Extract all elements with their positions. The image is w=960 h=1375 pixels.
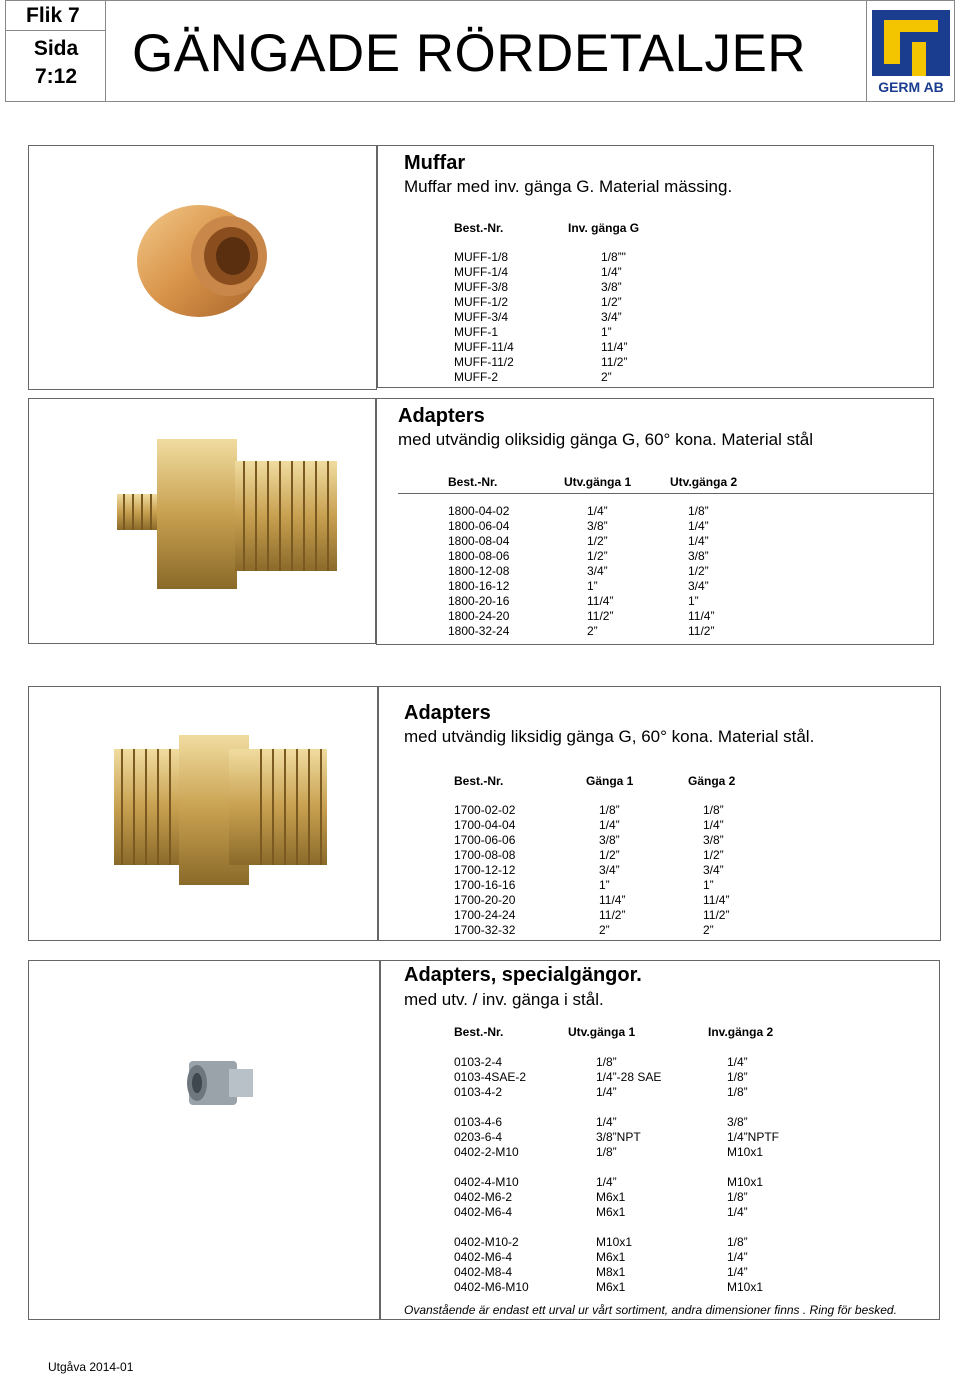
table-cell-bestnr: 1800-06-04 [448,519,510,533]
adapter-oliksidig-col-g2: Utv.gänga 2 [670,475,738,489]
table-cell-size: 3/8” [601,280,622,294]
table-cell-size: 1/4” [727,1250,748,1264]
table-cell-size: 11/2” [587,609,614,623]
table-cell-bestnr: MUFF-1 [454,325,498,339]
table-cell-size: 1” [599,878,610,892]
table-cell-size: 3/8” [688,549,709,563]
table-cell-size: 1/4”NPTF [727,1130,780,1144]
muff-title: Muffar [404,152,466,174]
table-cell-bestnr: 1700-06-06 [454,833,516,847]
adapter-special-desc: med utv. / inv. gänga i stål. [404,990,604,1009]
adapter-special-image [29,961,379,1319]
table-cell-bestnr: 1800-12-08 [448,564,510,578]
table-cell-bestnr: MUFF-1/8 [454,250,508,264]
table-cell-size: 3/8” [703,833,724,847]
adapter-oliksidig-divider [398,493,934,494]
table-cell-size: 1” [587,579,598,593]
table-cell-size: M6x1 [596,1205,626,1219]
table-cell-size: 1/4” [601,265,622,279]
table-cell-size: 3/4” [703,863,724,877]
table-cell-bestnr: 1700-02-02 [454,803,516,817]
table-cell-size: 2” [601,370,612,384]
table-cell-bestnr: MUFF-11/2 [454,355,514,369]
table-cell-bestnr: 0402-M6-M10 [454,1280,529,1294]
muff-sizes [601,250,627,385]
sida-label: Sida [33,37,79,60]
table-cell-size: 3/8” [599,833,620,847]
germ-logo [870,8,952,101]
muff-image [29,146,376,389]
table-cell-bestnr: 0402-M6-4 [454,1250,513,1264]
table-cell-bestnr: 1800-32-24 [448,624,510,638]
adapter-oliksidig-codes [448,504,509,639]
table-cell-size: 1/4” [596,1085,617,1099]
table-cell-bestnr: MUFF-3/4 [454,310,508,324]
adapter-special-col-g2: Inv.gänga 2 [708,1025,774,1039]
table-cell-size: 1/8” [727,1190,748,1204]
adapter-liksidig-g2 [703,803,729,938]
adapter-oliksidig-g2 [688,504,714,639]
flik-label: Flik 7 [6,1,106,31]
table-cell-bestnr: 1700-12-12 [454,863,516,877]
adapter-liksidig-desc: med utvändig liksidig gänga G, 60° kona. Material stål. [404,727,815,746]
table-cell-size: 1/2” [587,534,608,548]
muff-codes [454,250,514,385]
table-cell-bestnr: 0203-6-4 [454,1130,503,1144]
adapter-special-g2 [727,1055,779,1295]
adapter-oliksidig-g1 [587,504,613,639]
table-cell-bestnr: 1800-16-12 [448,579,510,593]
table-cell-bestnr: 1800-24-20 [448,609,510,623]
table-cell-bestnr: 1700-16-16 [454,878,516,892]
table-cell-size: M10x1 [727,1145,764,1159]
table-cell-size: 3/8” [727,1115,748,1129]
table-cell-size: 11/4” [601,340,628,354]
table-cell-size: 1/4” [599,818,620,832]
table-cell-size: 1/4” [587,504,608,518]
adapter-liksidig-col-bestnr: Best.-Nr. [454,774,504,788]
table-cell-bestnr: 0103-4-6 [454,1115,503,1129]
muff-image-box [28,145,377,390]
adapter-oliksidig-col-g1: Utv.gänga 1 [564,475,632,489]
table-cell-size: 2” [587,624,598,638]
table-cell-size: 1/4” [596,1175,617,1189]
table-cell-bestnr: 1700-20-20 [454,893,516,907]
table-cell-size: 1/8” [688,504,709,518]
table-cell-bestnr: 1700-08-08 [454,848,516,862]
table-cell-size: 1/8”" [601,250,626,264]
adapter-oliksidig-col-bestnr: Best.-Nr. [448,475,498,489]
table-cell-size: 3/8” [587,519,608,533]
table-cell-size: 1/4” [688,534,709,548]
table-cell-size: 1/8” [727,1070,748,1084]
table-cell-bestnr: 1800-04-02 [448,504,510,518]
adapter-special-col-bestnr: Best.-Nr. [454,1025,504,1039]
adapter-special-col-g1: Utv.gänga 1 [568,1025,636,1039]
table-cell-size: 1” [601,325,612,339]
footnote: Ovanstående är endast ett urval ur vårt sortiment, andra dimensioner finns . Ring för besked. [404,1303,897,1317]
adapter-oliksidig-image-box [28,398,376,644]
table-cell-bestnr: 0402-2-M10 [454,1145,519,1159]
tab-index-box [6,1,106,101]
table-cell-bestnr: 0402-M10-2 [454,1235,519,1249]
table-cell-size: 3/4” [688,579,709,593]
table-cell-size: 1” [703,878,714,892]
table-cell-bestnr: 1700-04-04 [454,818,516,832]
table-cell-size: 3/4” [587,564,608,578]
table-cell-size: 1/4” [727,1265,748,1279]
table-cell-size: 11/4” [587,594,614,608]
table-cell-size: 1/8” [727,1235,748,1249]
table-cell-bestnr: 1700-32-32 [454,923,516,937]
table-cell-size: 1/4” [596,1115,617,1129]
table-cell-size: 11/4” [688,609,715,623]
table-cell-size: M10x1 [727,1175,764,1189]
adapter-liksidig-image-box [28,686,378,941]
table-cell-size: 1/2” [601,295,622,309]
table-cell-bestnr: 1800-08-06 [448,549,510,563]
page-header [5,0,955,102]
table-cell-bestnr: MUFF-3/8 [454,280,508,294]
muff-col-inv: Inv. gänga G [568,221,640,235]
table-cell-size: 11/2” [599,908,626,922]
table-cell-size: 1” [688,594,699,608]
table-cell-size: 1/2” [587,549,608,563]
table-cell-size: 1/4” [727,1205,748,1219]
table-cell-bestnr: 1800-20-16 [448,594,510,608]
table-cell-bestnr: 0402-M8-4 [454,1265,513,1279]
table-cell-size: M6x1 [596,1190,626,1204]
table-cell-bestnr: 0402-4-M10 [454,1175,519,1189]
adapter-liksidig-codes [454,803,515,938]
adapter-oliksidig-desc: med utvändig oliksidig gänga G, 60° kona. Material stål [398,430,814,449]
table-cell-size: 11/2” [703,908,730,922]
table-cell-size: 1/8” [599,803,620,817]
sida-number: 7:12 [34,65,78,88]
table-cell-size: 1/8” [703,803,724,817]
table-cell-size: 1/2” [688,564,709,578]
edition-label: Utgåva 2014-01 [48,1360,134,1374]
table-cell-size: M6x1 [596,1250,626,1264]
table-cell-bestnr: 0103-2-4 [454,1055,503,1069]
table-cell-bestnr: 0103-4-2 [454,1085,503,1099]
table-cell-size: M10x1 [727,1280,764,1294]
adapter-liksidig-title: Adapters [404,702,491,724]
table-cell-size: 1/4” [703,818,724,832]
table-cell-size: 2” [703,923,714,937]
adapter-liksidig-col-g2: Gänga 2 [688,774,736,788]
adapter-special-image-box [28,960,380,1320]
table-cell-size: 1/8” [596,1145,617,1159]
adapter-special-codes [454,1055,529,1295]
table-cell-size: 1/8” [596,1055,617,1069]
table-cell-size: 11/2” [688,624,715,638]
table-cell-size: 2” [599,923,610,937]
table-cell-bestnr: MUFF-1/2 [454,295,508,309]
table-cell-bestnr: 0402-M6-4 [454,1205,513,1219]
table-cell-bestnr: 0103-4SAE-2 [454,1070,527,1084]
muff-desc: Muffar med inv. gänga G. Material mässing. [404,177,733,196]
adapter-special-g1 [596,1055,661,1295]
table-cell-size: 3/4” [601,310,622,324]
adapter-liksidig-image [29,687,377,940]
page-title: GÄNGADE RÖRDETALJER [132,24,807,83]
table-cell-size: M10x1 [596,1235,633,1249]
table-cell-size: 3/8”NPT [596,1130,641,1144]
adapter-special-title: Adapters, specialgängor. [404,964,642,986]
table-cell-size: M6x1 [596,1280,626,1294]
table-cell-bestnr: 1700-24-24 [454,908,516,922]
adapter-oliksidig-image [29,399,375,643]
table-cell-size: 11/4” [703,893,730,907]
table-cell-bestnr: MUFF-2 [454,370,498,384]
table-cell-size: 1/2” [599,848,620,862]
adapter-liksidig-g1 [599,803,625,938]
table-cell-bestnr: MUFF-11/4 [454,340,514,354]
muff-col-bestnr: Best.-Nr. [454,221,504,235]
table-cell-size: 1/2” [703,848,724,862]
table-cell-size: 1/4”-28 SAE [596,1070,662,1084]
table-cell-bestnr: 0402-M6-2 [454,1190,513,1204]
table-cell-bestnr: 1800-08-04 [448,534,510,548]
adapter-oliksidig-title: Adapters [398,405,485,427]
table-cell-size: M8x1 [596,1265,626,1279]
table-cell-size: 11/4” [599,893,626,907]
table-cell-size: 3/4” [599,863,620,877]
adapter-liksidig-col-g1: Gänga 1 [586,774,634,788]
svg-text:GERM AB: GERM AB [878,79,944,95]
table-cell-size: 1/4” [688,519,709,533]
table-cell-bestnr: MUFF-1/4 [454,265,508,279]
table-cell-size: 1/4” [727,1055,748,1069]
table-cell-size: 11/2” [601,355,628,369]
table-cell-size: 1/8” [727,1085,748,1099]
